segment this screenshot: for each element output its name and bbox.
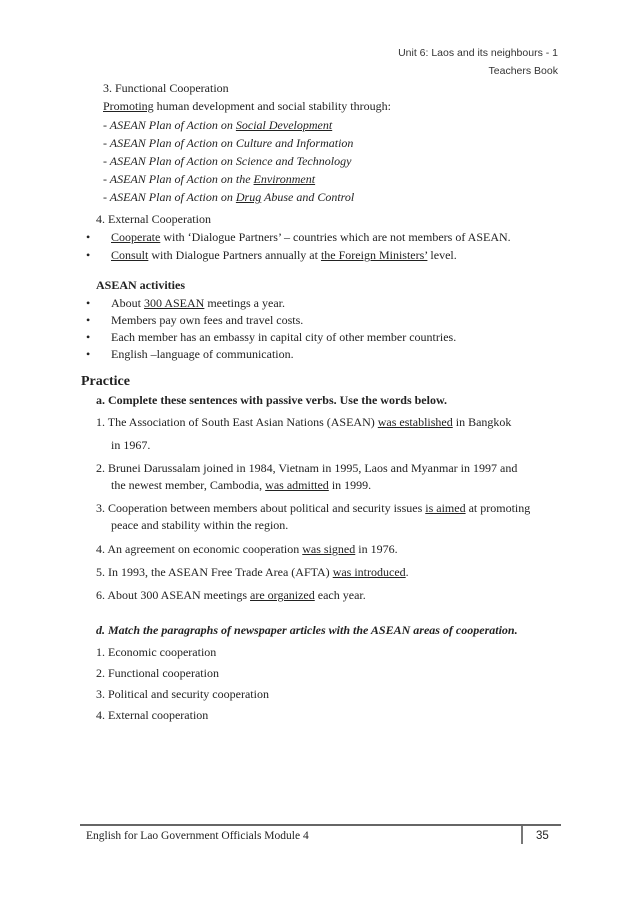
external-b2-underlined-2: the Foreign Ministers’ xyxy=(320,248,428,262)
practice-sentence-6 xyxy=(96,587,366,603)
footer-rule xyxy=(80,824,561,826)
practice-sentence-3 xyxy=(96,500,530,516)
practice-sentence-3-cont: peace and stability within the region. xyxy=(111,518,289,532)
bullet-icon: • xyxy=(86,330,91,344)
s5-pre: 5. In 1993, the ASEAN Free Trade Area (AFTA) xyxy=(96,565,333,579)
s5-post: . xyxy=(405,565,409,579)
header-book: Teachers Book xyxy=(488,65,558,77)
practice-instruction-a: a. Complete these sentences with passive verbs. Use the words below. xyxy=(96,393,447,407)
activities-bullet-2: Members pay own fees and travel costs. xyxy=(111,313,304,327)
bullet-icon: • xyxy=(86,248,91,262)
s1-post: in Bangkok xyxy=(452,415,512,429)
external-b2-underlined-1: Consult xyxy=(111,248,149,262)
external-title: 4. External Cooperation xyxy=(96,212,211,226)
practice-sentence-1 xyxy=(96,414,511,430)
s4-pre: 4. An agreement on economic cooperation xyxy=(96,542,303,556)
area-item: 3. Political and security cooperation xyxy=(96,687,269,701)
s2-answer: was admitted xyxy=(265,478,329,492)
s4-post: in 1976. xyxy=(355,542,398,556)
activities-b1-post: meetings a year. xyxy=(204,296,285,310)
plan-line xyxy=(103,117,332,133)
area-item: 4. External cooperation xyxy=(96,708,209,722)
page-number: 35 xyxy=(536,830,549,842)
plan-text: - ASEAN Plan of Action on Culture and Information xyxy=(103,136,354,150)
bullet-icon: • xyxy=(86,296,91,310)
activities-b1-pre: About xyxy=(111,296,144,310)
practice-instruction-d: d. Match the paragraphs of newspaper articles with the ASEAN areas of cooperation. xyxy=(96,623,518,637)
plan-line xyxy=(103,153,351,169)
external-b1-rest: with ‘Dialogue Partners’ – countries which are not members of ASEAN. xyxy=(160,230,511,244)
functional-intro xyxy=(103,98,391,114)
functional-intro-underlined: Promoting xyxy=(103,99,154,113)
s1-answer: was established xyxy=(377,415,453,429)
activities-bullet-3: Each member has an embassy in capital city of other member countries. xyxy=(111,330,457,344)
plan-text-end: Abuse and Control xyxy=(261,190,355,204)
practice-sentence-5 xyxy=(96,564,409,580)
external-bullet-2 xyxy=(111,247,457,263)
practice-sentence-2: 2. Brunei Darussalam joined in 1984, Vietnam in 1995, Laos and Myanmar in 1997 and xyxy=(96,461,518,475)
header-unit: Unit 6: Laos and its neighbours - 1 xyxy=(398,47,558,59)
activities-bullet-1 xyxy=(111,295,285,311)
plan-text: - ASEAN Plan of Action on xyxy=(103,118,236,132)
bullet-icon: • xyxy=(86,347,91,361)
plan-underlined: Environment xyxy=(253,172,316,186)
plan-text: - ASEAN Plan of Action on the xyxy=(103,172,254,186)
activities-title: ASEAN activities xyxy=(96,278,185,292)
external-b2-mid: with Dialogue Partners annually at xyxy=(148,248,321,262)
plan-text: - ASEAN Plan of Action on xyxy=(103,190,236,204)
activities-bullet-4: English –language of communication. xyxy=(111,347,294,361)
s3-pre: 3. Cooperation between members about political and security issues xyxy=(96,501,426,515)
footer-separator xyxy=(521,826,523,844)
s6-answer: are organized xyxy=(250,588,315,602)
plan-underlined: Drug xyxy=(235,190,262,204)
running-header xyxy=(398,44,558,80)
area-item: 2. Functional cooperation xyxy=(96,666,219,680)
bullet-icon: • xyxy=(86,230,91,244)
external-b1-underlined: Cooperate xyxy=(111,230,161,244)
s3-post: at promoting xyxy=(465,501,531,515)
practice-sentence-2-cont xyxy=(111,477,371,493)
external-bullet-1 xyxy=(111,229,511,245)
activities-b1-underlined: 300 ASEAN xyxy=(144,296,205,310)
bullet-icon: • xyxy=(86,313,91,327)
plan-line xyxy=(103,135,353,151)
functional-intro-rest: human development and social stability through: xyxy=(153,99,391,113)
external-b2-end: level. xyxy=(427,248,457,262)
practice-heading: Practice xyxy=(81,374,130,389)
footer-title: English for Lao Government Officials Module 4 xyxy=(86,830,309,842)
s6-pre: 6. About 300 ASEAN meetings xyxy=(96,588,251,602)
functional-title: 3. Functional Cooperation xyxy=(103,81,229,95)
plan-line xyxy=(103,171,315,187)
practice-sentence-1-cont: in 1967. xyxy=(111,438,151,452)
plan-text: - ASEAN Plan of Action on Science and Technology xyxy=(103,154,352,168)
s3-answer: is aimed xyxy=(425,501,466,515)
area-item: 1. Economic cooperation xyxy=(96,645,217,659)
s2-post: in 1999. xyxy=(328,478,372,492)
practice-sentence-4 xyxy=(96,541,398,557)
s1-pre: 1. The Association of South East Asian Nations (ASEAN) xyxy=(96,415,378,429)
s4-answer: was signed xyxy=(302,542,356,556)
plan-line xyxy=(103,189,354,205)
s5-answer: was introduced xyxy=(332,565,406,579)
plan-underlined: Social Development xyxy=(235,118,333,132)
s2-pre: the newest member, Cambodia, xyxy=(111,478,266,492)
s6-post: each year. xyxy=(314,588,366,602)
